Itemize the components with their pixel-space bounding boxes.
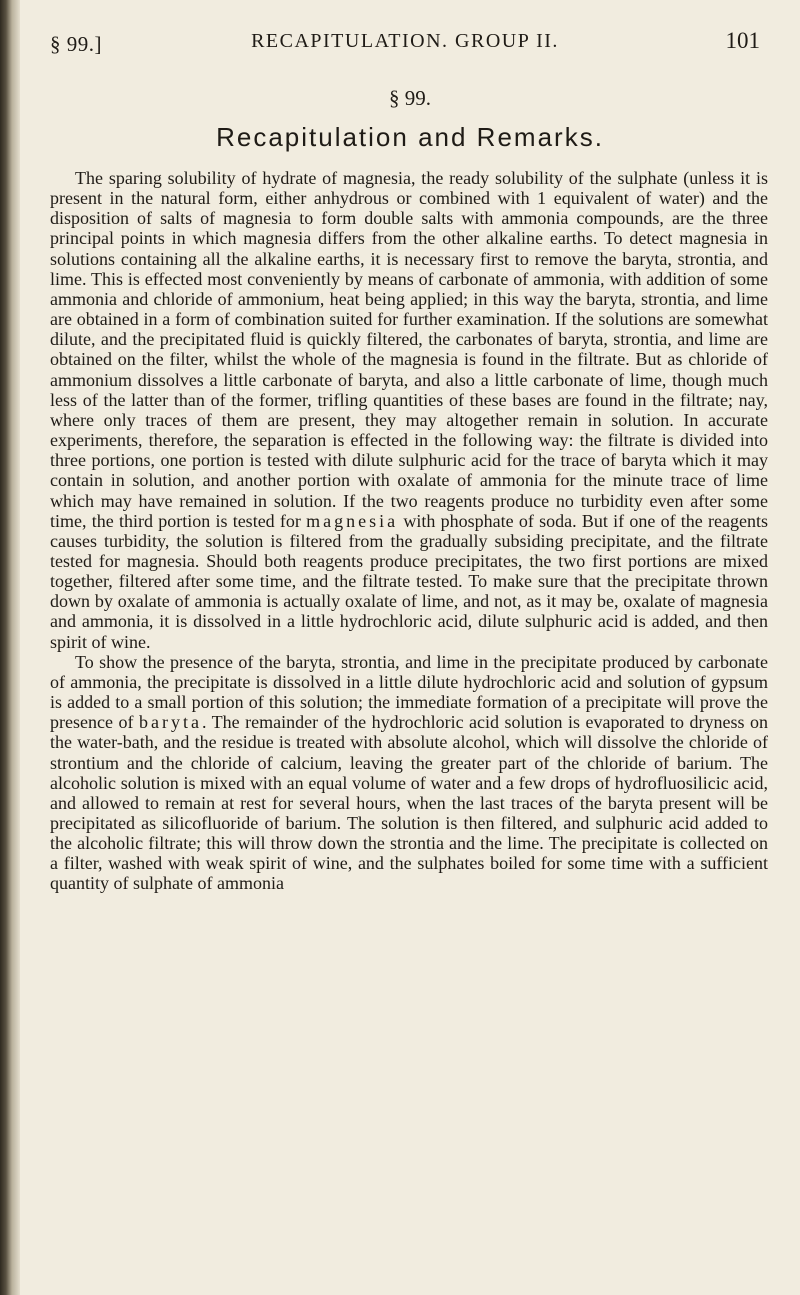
page-number: 101 [725,28,760,53]
paragraph [50,168,768,652]
emphasized-term: magnesia [306,510,399,531]
section-mark: § 99. [389,86,431,110]
binding-edge [0,0,20,1295]
paragraph-text: . The remainder of the hydrochloric acid solution is evaporated to dryness on the water-bath, and the residue is treated with absolute alcohol, which will dissolve the chloride of strontium and the chloride of calcium, leaving the greater part of the chloride of barium. The alcoholic solution is mixed with an equal volume of water and a few drops of hydrofluosilicic acid, and allowed to remain at rest for several hours, when the last traces of the baryta present will be precipitated as silicofluoride of barium. The solution is then filtered, and sulphuric acid added to the alcoholic filtrate; this will throw down the strontia and the lime. The precipitate is collected on a filter, washed with weak spirit of wine, and the sulphates boiled for some time with a sufficient quantity of sulphate of ammonia [50,712,769,894]
section-heading: Recapitulation and Remarks. [216,122,604,152]
header-running-title: RECAPITULATION. GROUP II. [251,30,559,52]
paragraph [50,652,768,894]
book-page [20,0,800,1295]
header-section-ref: § 99.] [50,32,102,56]
paragraph-text: To show the presence of the baryta, strontia, and lime in the precipitate produced by carbonate of ammonia, the precipitate is dissolved in a little dilute hydrochloric acid and solution of gypsum is added to a small portion of this solution; the immediate formation of a precipitate will prove the presence of [50,651,768,733]
running-header [50,20,760,60]
paragraph-text: The sparing solubility of hydrate of magnesia, the ready solubility of the sulphate (unless it is present in the natural form, either anhydrous or combined with 1 equivalent of water) and the disposition of salts of magnesia to form double salts with ammonia compounds, are the three principal points in which magnesia differs from the other alkaline earths. To detect magnesia in solutions containing all the alkaline earths, it is necessary first to remove the baryta, strontia, and lime. This is effected most conveniently by means of carbonate of ammonia, with addition of some ammonia and chloride of ammonium, heat being applied; in this way the baryta, strontia, and lime are obtained in a form of combination suited for further examination. If the solutions are somewhat dilute, and the precipitated fluid is quickly filtered, the carbonates of baryta, strontia, and lime are obtained on the filter, whilst the whole of the magnesia is found in the filtrate. But as chloride of ammonium dissolves a little carbonate of baryta, and also a little carbonate of lime, though much less of the latter than of the former, trifling quantities of these bases are found in the filtrate; nay, where only traces of them are present, they may altogether remain in solution. In accurate experiments, therefore, the separation is effected in the following way: the filtrate is divided into three portions, one portion is tested with dilute sulphuric acid for the trace of baryta which it may contain in solution, and another portion with oxalate of ammonia for the minute trace of lime which may have remained in solution. If the two reagents produce no turbidity even after some time, the third portion is tested for [50,168,768,531]
paragraph-text: with phosphate of soda. But if one of the reagents causes turbidity, the solution is filtered from the gradually subsiding precipitate, and the filtrate tested for magnesia. Should both reagents produce precipitates, the two first portions are mixed together, filtered after some time, and the filtrate tested. To make sure that the precipitate thrown down by oxalate of ammonia is actually oxalate of lime, and not, as it may be, oxalate of magnesia and ammonia, it is dissolved in a little hydrochloric acid, dilute sulphuric acid is added, and then spirit of wine. [50,510,769,652]
body-text [50,168,768,894]
emphasized-term: baryta [138,712,202,733]
